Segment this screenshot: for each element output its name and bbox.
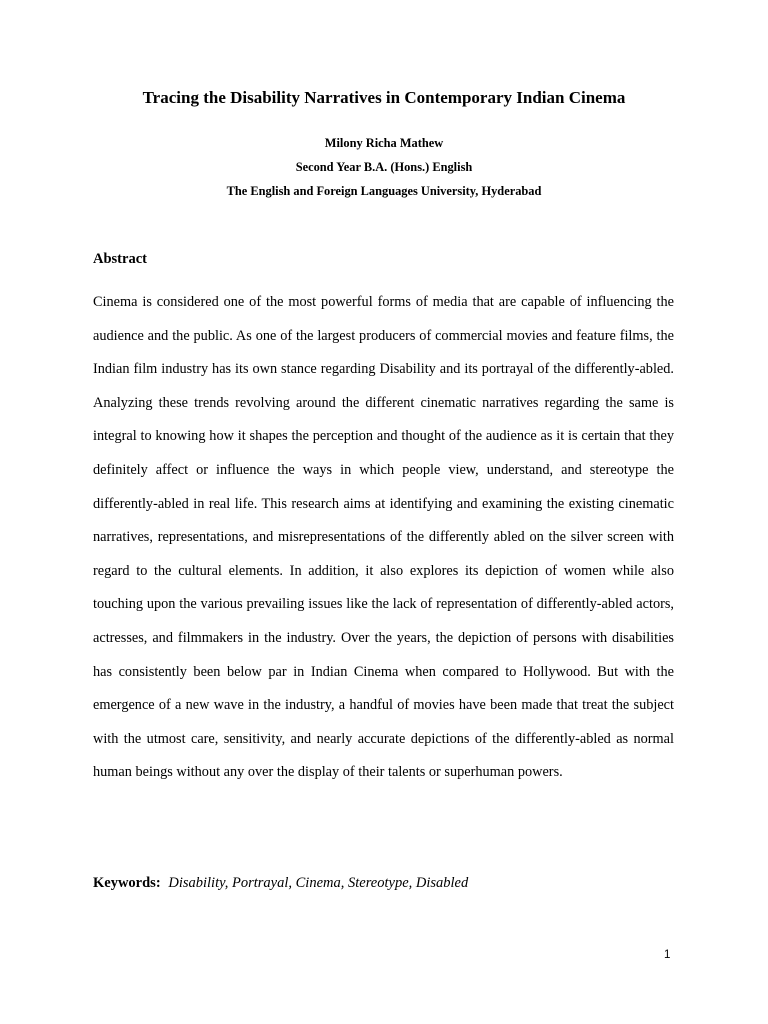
page-number: 1 <box>664 949 671 961</box>
paper-title: Tracing the Disability Narratives in Contemporary Indian Cinema <box>142 88 626 107</box>
keywords-label: Keywords: <box>93 875 161 891</box>
author-program: Second Year B.A. (Hons.) English <box>295 160 473 174</box>
keywords-line <box>93 873 468 893</box>
abstract-heading: Abstract <box>93 251 147 267</box>
keywords-values: Disability, Portrayal, Cinema, Stereotype, Disabled <box>168 875 469 891</box>
abstract-body: Cinema is considered one of the most powerful forms of media that are capable of influencing the audience and the public. As one of the largest producers of commercial movies and feature films, the Indian film industry has its own stance regarding Disability and its portrayal of the differently-abled. Analyzing these trends revolving around the different cinematic narratives regarding the same is integral to knowing how it shapes the perception and thought of the audience as it is certain that they definitely affect or influence the ways in which people view, understand, and stereotype the differently-abled in real life. This research aims at identifying and examining the existing cinematic narratives, representations, and misrepresentations of the differently abled on the silver screen with regard to the cultural elements. In addition, it also explores its depiction of women while also touching upon the various prevailing issues like the lack of representation of differently-abled actors, actresses, and filmmakers in the industry. Over the years, the depiction of persons with disabilities has consistently been below par in Indian Cinema when compared to Hollywood. But with the emergence of a new wave in the industry, a handful of movies have been made that treat the subject with the utmost care, sensitivity, and nearly accurate depictions of the differently-abled as normal human beings without any over the display of their talents or superhuman powers. <box>93 294 674 781</box>
author-affiliation: The English and Foreign Languages University, Hyderabad <box>226 184 542 198</box>
author-name: Milony Richa Mathew <box>324 136 444 150</box>
author-block <box>0 135 768 207</box>
